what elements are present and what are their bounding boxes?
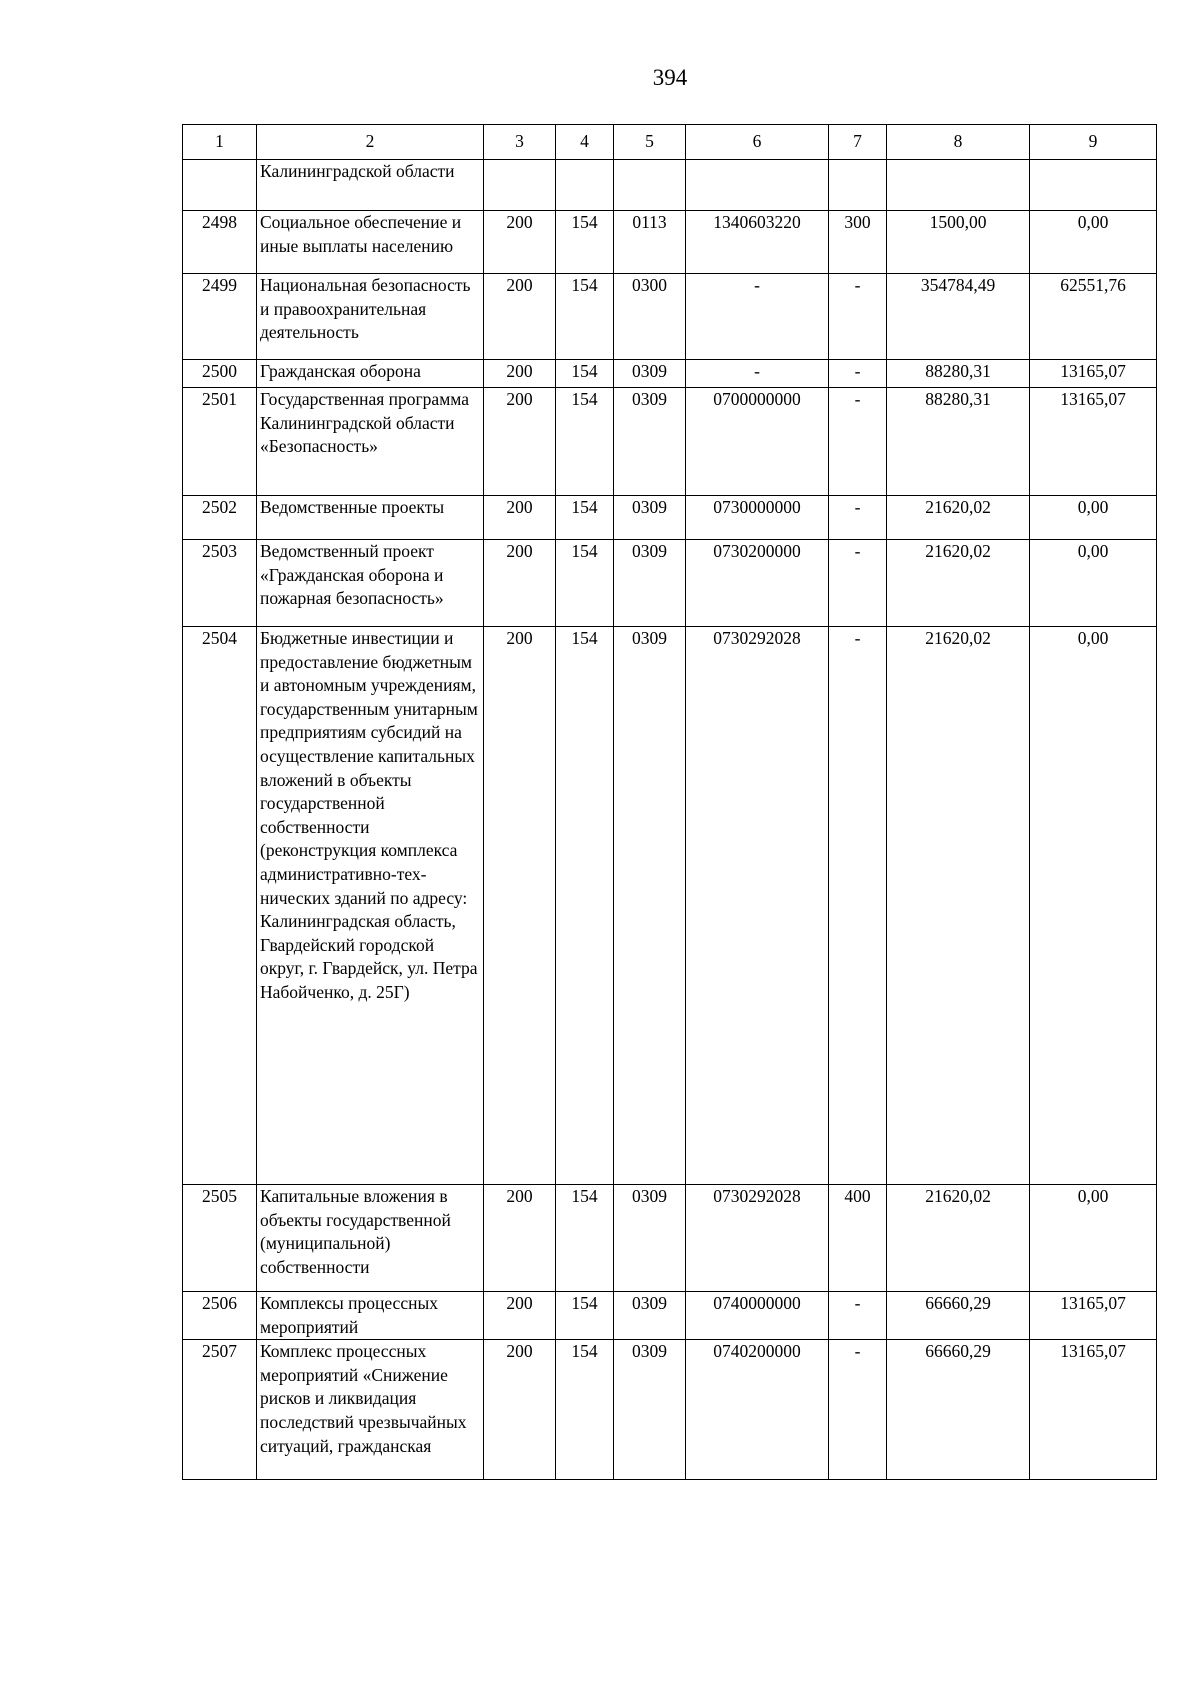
table-cell-col-3: 200 bbox=[484, 1292, 556, 1340]
table-cell-col-7: - bbox=[829, 360, 887, 388]
table-cell-col-2: Гражданская оборона bbox=[257, 360, 484, 388]
table-cell-col-6: 0730000000 bbox=[686, 496, 829, 540]
budget-table bbox=[182, 124, 1157, 1480]
table-cell-col-5: 0309 bbox=[614, 1185, 686, 1292]
table-cell-col-2: Социальное обеспечение и иные выплаты населению bbox=[257, 211, 484, 274]
table-cell-col-8: 88280,31 bbox=[887, 360, 1030, 388]
table-cell-col-9: 13165,07 bbox=[1030, 388, 1157, 496]
table-row bbox=[183, 496, 1157, 540]
table-cell-col-3 bbox=[484, 160, 556, 211]
table-cell-col-6: 0730292028 bbox=[686, 627, 829, 1185]
table-row bbox=[183, 1340, 1157, 1480]
table-cell-col-4: 154 bbox=[556, 627, 614, 1185]
table-cell-col-9: 0,00 bbox=[1030, 627, 1157, 1185]
table-cell-col-2: Государственная программа Калининградской области «Безопасность» bbox=[257, 388, 484, 496]
table-cell-col-8: 66660,29 bbox=[887, 1292, 1030, 1340]
table-cell-col-6: 0730292028 bbox=[686, 1185, 829, 1292]
table-cell-col-9: 13165,07 bbox=[1030, 1292, 1157, 1340]
table-cell-col-2: Ведомственный проект «Гражданская оборона и пожарная безопасность» bbox=[257, 540, 484, 627]
column-header-9: 9 bbox=[1030, 125, 1157, 160]
table-cell-col-2: Комплекс процессных мероприятий «Снижение рисков и ликвидация последствий чрезвычайных ситуаций, гражданская bbox=[257, 1340, 484, 1480]
table-cell-col-1: 2504 bbox=[183, 627, 257, 1185]
table-row bbox=[183, 160, 1157, 211]
table-cell-col-6: 1340603220 bbox=[686, 211, 829, 274]
table-body bbox=[183, 160, 1157, 1480]
table-row bbox=[183, 1292, 1157, 1340]
table-cell-col-7: 300 bbox=[829, 211, 887, 274]
table-cell-col-9 bbox=[1030, 160, 1157, 211]
table-cell-col-6: 0730200000 bbox=[686, 540, 829, 627]
table-cell-col-6: 0740200000 bbox=[686, 1340, 829, 1480]
table-cell-col-5: 0309 bbox=[614, 540, 686, 627]
table-cell-col-2: Калининградской области bbox=[257, 160, 484, 211]
column-header-4: 4 bbox=[556, 125, 614, 160]
table-cell-col-6: 0700000000 bbox=[686, 388, 829, 496]
table-cell-col-2: Ведомственные проекты bbox=[257, 496, 484, 540]
table-cell-col-8 bbox=[887, 160, 1030, 211]
table-cell-col-1: 2501 bbox=[183, 388, 257, 496]
table-cell-col-5: 0309 bbox=[614, 360, 686, 388]
column-header-7: 7 bbox=[829, 125, 887, 160]
table-cell-col-1: 2505 bbox=[183, 1185, 257, 1292]
table-cell-col-8: 66660,29 bbox=[887, 1340, 1030, 1480]
table-row bbox=[183, 540, 1157, 627]
table-cell-col-6: - bbox=[686, 274, 829, 360]
table-cell-col-1: 2507 bbox=[183, 1340, 257, 1480]
table-cell-col-8: 21620,02 bbox=[887, 496, 1030, 540]
table-cell-col-2: Капитальные вложения в объекты государственной (муниципальной) собственности bbox=[257, 1185, 484, 1292]
table-cell-col-5: 0309 bbox=[614, 496, 686, 540]
table-row bbox=[183, 211, 1157, 274]
table-cell-col-1 bbox=[183, 160, 257, 211]
table-cell-col-9: 0,00 bbox=[1030, 496, 1157, 540]
table-cell-col-5: 0300 bbox=[614, 274, 686, 360]
table-cell-col-7: 400 bbox=[829, 1185, 887, 1292]
table-cell-col-3: 200 bbox=[484, 388, 556, 496]
table-cell-col-7: - bbox=[829, 1292, 887, 1340]
table-row bbox=[183, 627, 1157, 1185]
table-cell-col-3: 200 bbox=[484, 211, 556, 274]
table-cell-col-4: 154 bbox=[556, 274, 614, 360]
table-cell-col-7: - bbox=[829, 1340, 887, 1480]
table-cell-col-5 bbox=[614, 160, 686, 211]
table-cell-col-7: - bbox=[829, 540, 887, 627]
table-cell-col-4: 154 bbox=[556, 540, 614, 627]
table-cell-col-9: 0,00 bbox=[1030, 540, 1157, 627]
table-row bbox=[183, 274, 1157, 360]
column-header-2: 2 bbox=[257, 125, 484, 160]
table-cell-col-1: 2499 bbox=[183, 274, 257, 360]
column-header-3: 3 bbox=[484, 125, 556, 160]
table-cell-col-7: - bbox=[829, 627, 887, 1185]
table-row bbox=[183, 1185, 1157, 1292]
column-header-6: 6 bbox=[686, 125, 829, 160]
table-cell-col-5: 0113 bbox=[614, 211, 686, 274]
table-cell-col-5: 0309 bbox=[614, 388, 686, 496]
table-cell-col-1: 2506 bbox=[183, 1292, 257, 1340]
table-cell-col-7: - bbox=[829, 274, 887, 360]
table-cell-col-8: 21620,02 bbox=[887, 540, 1030, 627]
table-cell-col-7 bbox=[829, 160, 887, 211]
table-cell-col-1: 2500 bbox=[183, 360, 257, 388]
table-row bbox=[183, 388, 1157, 496]
table-cell-col-3: 200 bbox=[484, 274, 556, 360]
table-cell-col-3: 200 bbox=[484, 1185, 556, 1292]
page-number: 394 bbox=[652, 65, 688, 90]
table-cell-col-7: - bbox=[829, 388, 887, 496]
table-cell-col-4: 154 bbox=[556, 1292, 614, 1340]
table-cell-col-2: Национальная безопасность и правоохранительная деятельность bbox=[257, 274, 484, 360]
column-header-5: 5 bbox=[614, 125, 686, 160]
column-header-8: 8 bbox=[887, 125, 1030, 160]
table-cell-col-3: 200 bbox=[484, 627, 556, 1185]
table-cell-col-4 bbox=[556, 160, 614, 211]
table-cell-col-2: Комплексы процессных мероприятий bbox=[257, 1292, 484, 1340]
table-cell-col-9: 13165,07 bbox=[1030, 360, 1157, 388]
table-row bbox=[183, 360, 1157, 388]
table-cell-col-4: 154 bbox=[556, 360, 614, 388]
table-cell-col-1: 2502 bbox=[183, 496, 257, 540]
table-cell-col-5: 0309 bbox=[614, 1340, 686, 1480]
table-cell-col-8: 21620,02 bbox=[887, 627, 1030, 1185]
table-cell-col-4: 154 bbox=[556, 211, 614, 274]
table-cell-col-6: 0740000000 bbox=[686, 1292, 829, 1340]
table-cell-col-8: 21620,02 bbox=[887, 1185, 1030, 1292]
table-cell-col-6: - bbox=[686, 360, 829, 388]
table-cell-col-3: 200 bbox=[484, 360, 556, 388]
table-cell-col-9: 13165,07 bbox=[1030, 1340, 1157, 1480]
table-cell-col-7: - bbox=[829, 496, 887, 540]
table-cell-col-8: 354784,49 bbox=[887, 274, 1030, 360]
table-cell-col-8: 1500,00 bbox=[887, 211, 1030, 274]
table-cell-col-9: 0,00 bbox=[1030, 211, 1157, 274]
table-cell-col-8: 88280,31 bbox=[887, 388, 1030, 496]
table-cell-col-4: 154 bbox=[556, 496, 614, 540]
header-row bbox=[183, 125, 1157, 160]
table-cell-col-4: 154 bbox=[556, 388, 614, 496]
table-cell-col-5: 0309 bbox=[614, 627, 686, 1185]
table-cell-col-3: 200 bbox=[484, 540, 556, 627]
table-cell-col-9: 0,00 bbox=[1030, 1185, 1157, 1292]
table-cell-col-5: 0309 bbox=[614, 1292, 686, 1340]
table-cell-col-4: 154 bbox=[556, 1185, 614, 1292]
table-cell-col-9: 62551,76 bbox=[1030, 274, 1157, 360]
table-cell-col-1: 2498 bbox=[183, 211, 257, 274]
table-cell-col-3: 200 bbox=[484, 1340, 556, 1480]
table-cell-col-6 bbox=[686, 160, 829, 211]
table-cell-col-3: 200 bbox=[484, 496, 556, 540]
table-cell-col-1: 2503 bbox=[183, 540, 257, 627]
column-header-1: 1 bbox=[183, 125, 257, 160]
table-cell-col-4: 154 bbox=[556, 1340, 614, 1480]
table-cell-col-2: Бюджетные инвестиции и предоставление бюджетным и автономным учреждениям, государственным унитарным предприятиям субсидий на осуществление капитальных вложений в объекты государственной собственности (реконструкция комплекса административно-тех-нических зданий по адресу: Калининградская область, Гвардейский городской округ, г. Гвардейск, ул. Петра Набойченко, д. 25Г) bbox=[257, 627, 484, 1185]
